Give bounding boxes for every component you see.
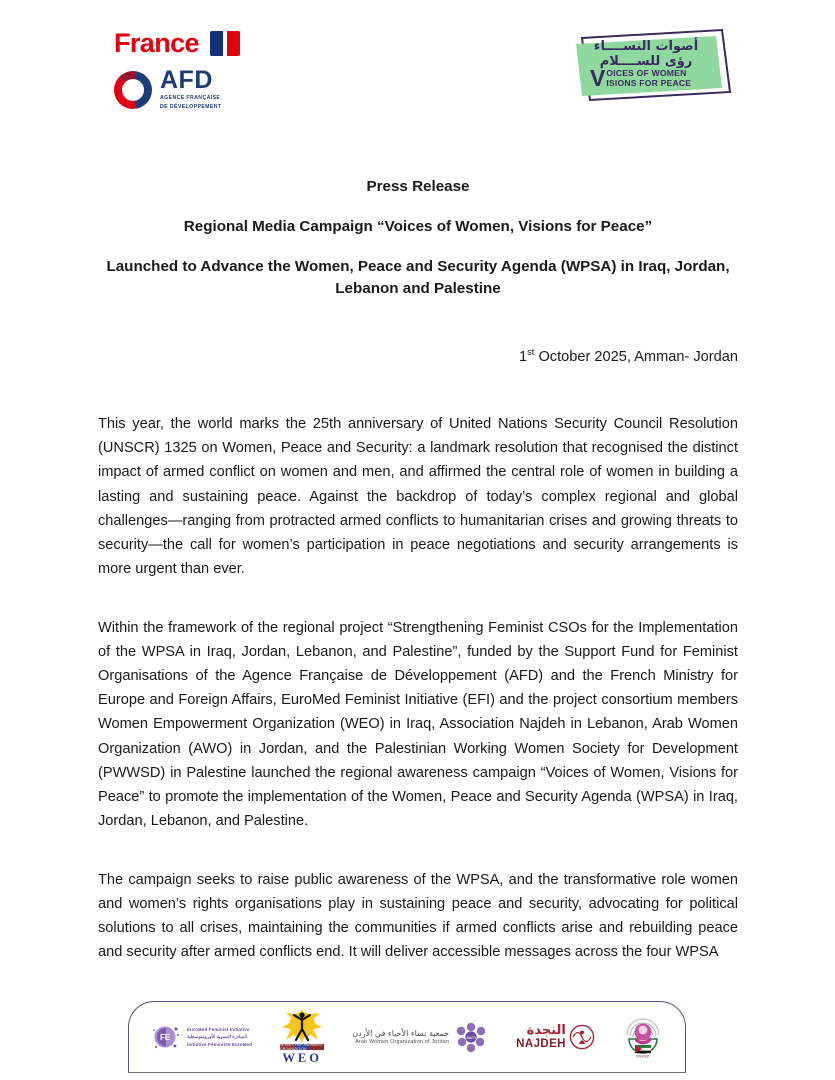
weo-bar [280,1044,324,1050]
afd-subtitle-line1: AGENCE FRANÇAISE [160,95,221,101]
afd-acronym: AFD [160,66,213,94]
afd-subtitle-line2: DE DÉVELOPPEMENT [160,104,222,111]
pwwsd-acronym-text: PWWSD [635,1054,650,1059]
awo-arabic-name: جمعية نساء الأحياء في الأردن [352,1029,450,1039]
weo-acronym: WEO [282,1050,322,1065]
awo-flower-icon [454,1022,488,1052]
subtitle-campaign: Regional Media Campaign “Voices of Women, Visions for Peace” [183,217,653,235]
najdeh-logo [516,1024,595,1051]
campaign-english-line1: OICES OF WOMEN [606,68,687,79]
page-title: Press Release [366,178,470,195]
campaign-logo-text [584,39,708,92]
weo-bar-text: WOMEN EMPOWERMENT ORGANIZATION [280,1042,323,1051]
french-flag-icon [210,31,240,56]
efi-text-line1: EuroMed Feminist Initiative [187,1026,250,1032]
paragraph-1: This year, the world marks the 25th anniversary of United Nations Security Council Resolution (UNSCR) 1325 on Women, Peace and Security: a landmark resolution that recognised the distinct impact of armed conflict on women and men, and affirmed the central role of women in building a lasting and sustaining peace. Against the backdrop of today’s complex regional and global challenges—ranging from protracted armed conflicts to humanitarian crises and growing threats to security—the call for women’s participation in peace negotiations and security arrangements is more urgent than ever. [98,416,738,578]
campaign-initial-v: V [590,65,606,92]
weo-logo [280,1009,324,1066]
subtitle-agenda: Launched to Advance the Women, Peace and Security Agenda (WPSA) in Iraq, Jordan, Lebanon and Palestine [106,257,730,298]
press-release-title-block [98,176,738,301]
pwwsd-logo [623,1015,663,1059]
france-afd-logo-group [114,28,314,111]
weo-sunburst-icon [282,1009,322,1043]
najdeh-arabic-name: النجدة [526,1022,566,1038]
svg-text:FE: FE [160,1033,171,1042]
najdeh-emblem-icon [569,1024,595,1050]
efi-text-line3: Initiative Féministe EuroMed [187,1041,253,1047]
dateline [98,346,738,365]
dateline-day: 1 [518,348,528,365]
najdeh-english-name: NAJDEH [516,1037,566,1050]
afd-ring-icon [114,71,152,109]
awo-logo [352,1022,488,1052]
france-logo [114,28,314,58]
efi-logo [151,1022,252,1052]
campaign-english-line2: ISIONS FOR PEACE [606,77,692,88]
france-wordmark: France [114,27,199,58]
campaign-logo [570,26,740,104]
campaign-arabic-line2: رؤى للســــلام [599,53,693,69]
document-body [98,412,738,964]
efi-mark-icon [151,1022,181,1052]
campaign-arabic-line1: أصوات النســــاء [593,39,699,54]
footer-partner-logo-strip [128,1001,686,1073]
dateline-rest: October 2025, Amman- Jordan [534,348,738,365]
paragraph-2: Within the framework of the regional project “Strengthening Feminist CSOs for the Implementation of the WPSA in Iraq, Jordan, Lebanon, and Palestine”, funded by the Support Fund for Feminist Organisations of the Agence Française de Développement (AFD) and the French Ministry for Europe and Foreign Affairs, EuroMed Feminist Initiative (EFI) and the project consortium members Women Empowerment Organization (WEO) in Iraq, Association Najdeh in Lebanon, Arab Women Organization (AWO) in Jordan, and the Palestinian Working Women Society for Development (PWWSD) in Palestine launched the regional awareness campaign “Voices of Women, Visions for Peace” to promote the implementation of the Women, Peace and Security Agenda (WPSA) in Iraq, Jordan, Lebanon, and Palestine. [98,619,738,830]
awo-english-name: Arab Women Organization of Jordan [355,1038,450,1045]
header-logo-band [0,0,835,140]
efi-text-line2: المبادرة النسوية الأورومتوسطية [187,1034,248,1040]
pwwsd-emblem-icon [623,1015,663,1059]
awo-badge-text: AWO [466,1035,476,1040]
dateline-ordinal: st [527,346,535,357]
afd-logo [114,68,314,111]
paragraph-3: The campaign seeks to raise public awareness of the WPSA, and the transformative role women and women’s rights organisations play in sustaining peace and security, advocating for political solutions to all crises, maintaining the communities if armed conflicts arise and rebuilding peace and security after armed conflicts end. It will deliver accessible messages across the four WPSA [98,871,738,961]
